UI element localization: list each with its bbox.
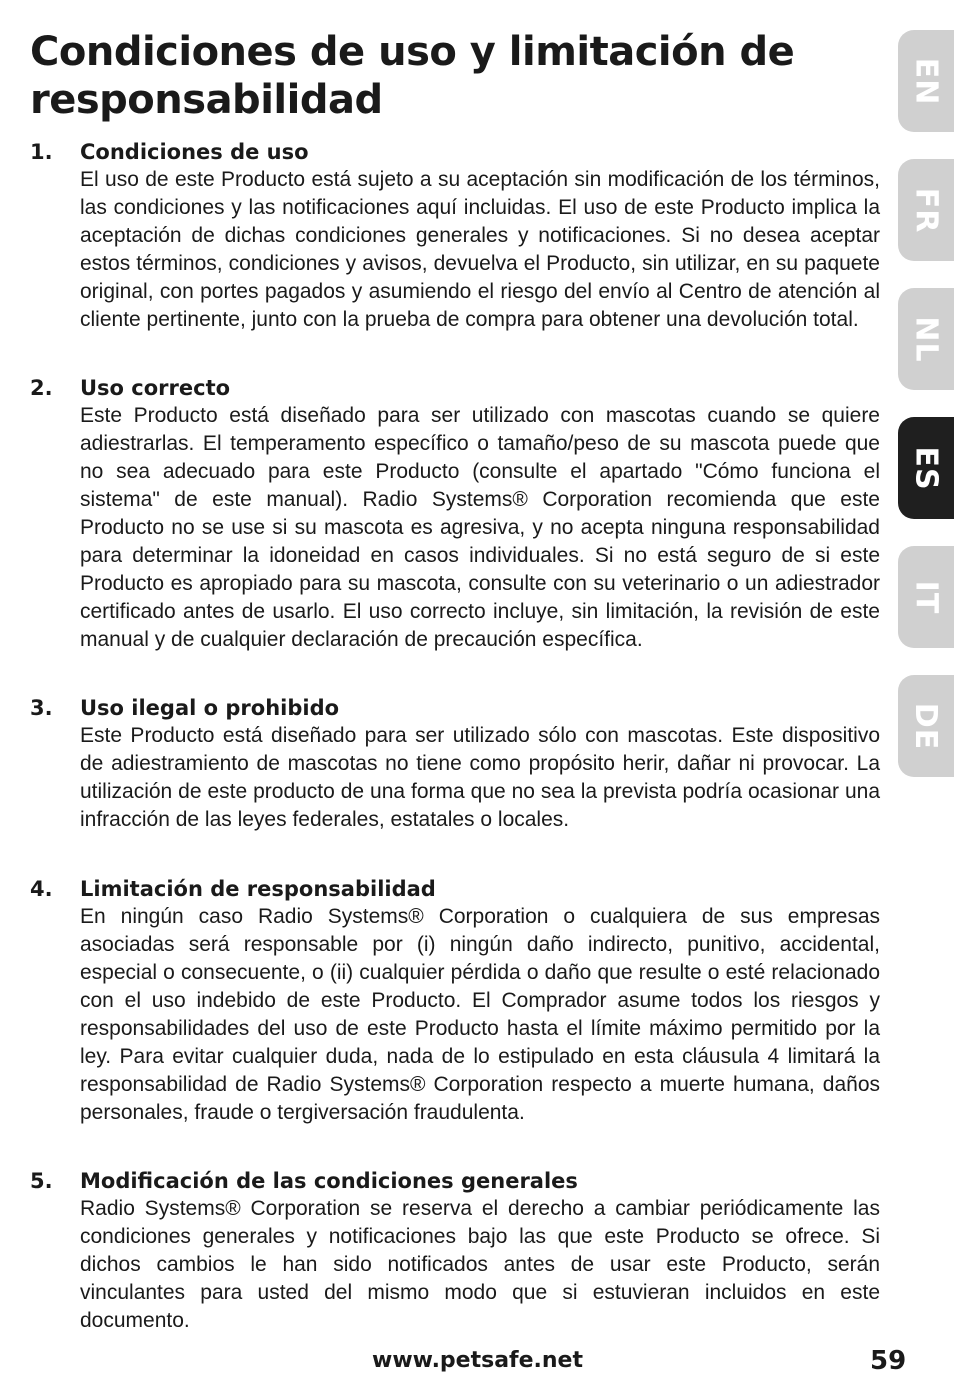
section-number: 2. bbox=[30, 376, 53, 400]
page-title: Condiciones de uso y limitación de responsabilidad bbox=[30, 29, 795, 123]
section-uso-ilegal bbox=[30, 694, 880, 834]
footer-url[interactable]: www.petsafe.net bbox=[372, 1348, 583, 1373]
section-heading: Uso correcto bbox=[80, 376, 231, 400]
section-number: 3. bbox=[30, 696, 53, 720]
section-body: En ningún caso Radio Systems® Corporation o cualquiera de sus empresas asociadas será responsable por (i) ningún daño indirecto, punitivo, accidental, especial o consecuente, o (ii) cualquier pérdida o daño que resulte o esté relacionado con el uso indebido de este Producto. El Comprador asume todos los riesgos y responsabilidades del uso de este Producto hasta el límite máximo permitido por la ley. Para evitar cualquier duda, nada de lo estipulado en esta cláusula 4 limitará la responsabilidad de Radio Systems® Corporation respecto a muerte humana, daños personales, fraude o tergiversación fraudulenta. bbox=[80, 905, 880, 1124]
tab-en[interactable]: EN bbox=[898, 30, 954, 132]
section-number: 1. bbox=[30, 140, 53, 164]
section-heading: Condiciones de uso bbox=[80, 140, 309, 164]
tab-nl[interactable]: NL bbox=[898, 288, 954, 390]
tab-es[interactable]: ES bbox=[898, 417, 954, 519]
section-body: Este Producto está diseñado para ser utilizado con mascotas cuando se quiere adiestrarlas. El temperamento específico o tamaño/peso de su mascota puede que no sea adecuado para este Producto (consulte el apartado "Cómo funciona el sistema" de este manual). Radio Systems® Corporation recomienda que este Producto no se use si su mascota es agresiva, y no acepta ninguna responsabilidad para determinar la idoneidad en casos individuales. Si no está seguro de si este Producto es apropiado para su mascota, consulte con su veterinario o un adiestrador certificado antes de usarlo. El uso correcto incluye, sin limitación, la revisión de este manual y de cualquier declaración de precaución específica. bbox=[80, 404, 880, 651]
section-modificacion-condiciones bbox=[30, 1167, 880, 1335]
section-heading: Modificación de las condiciones generales bbox=[80, 1169, 578, 1193]
tab-fr[interactable]: FR bbox=[898, 159, 954, 261]
section-heading: Uso ilegal o prohibido bbox=[80, 696, 340, 720]
section-number: 5. bbox=[30, 1169, 53, 1193]
tab-it[interactable]: IT bbox=[898, 546, 954, 648]
section-limitacion-responsabilidad bbox=[30, 875, 880, 1127]
section-number: 4. bbox=[30, 877, 53, 901]
section-body: El uso de este Producto está sujeto a su aceptación sin modificación de los términos, las condiciones y las notificaciones aquí incluidas. El uso de este Producto implica la aceptación de dichas condiciones generales y notificaciones. Si no desea aceptar estos términos, condiciones y avisos, devuelva el Producto, sin utilizar, en su paquete original, con portes pagados y asumiendo el riesgo del envío al Centro de atención al cliente pertinente, junto con la prueba de compra para obtener una devolución total. bbox=[80, 168, 880, 331]
section-heading: Limitación de responsabilidad bbox=[80, 877, 436, 901]
section-body: Radio Systems® Corporation se reserva el derecho a cambiar periódicamente las condiciones generales y notificaciones bajo las que este Producto se ofrece. Si dichos cambios le han sido notificados antes de usar este Producto, serán vinculantes para usted del mismo modo que si estuvieran incluidos en este documento. bbox=[80, 1197, 880, 1332]
section-uso-correcto bbox=[30, 374, 880, 654]
section-condiciones-de-uso bbox=[30, 138, 880, 334]
tab-de[interactable]: DE bbox=[898, 675, 954, 777]
section-body: Este Producto está diseñado para ser utilizado sólo con mascotas. Este dispositivo de adiestramiento de mascotas no tiene como propósito herir, dañar ni provocar. La utilización de este producto de una forma que no sea la prevista podría ocasionar una infracción de las leyes federales, estatales o locales. bbox=[80, 724, 880, 831]
page-number: 59 bbox=[870, 1346, 907, 1376]
